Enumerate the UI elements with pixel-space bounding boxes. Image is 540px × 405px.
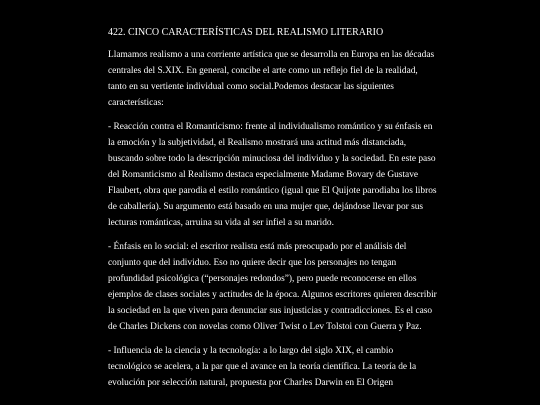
document-page — [108, 26, 438, 400]
paragraph-intro: Llamamos realismo a una corriente artística que se desarrolla en Europa en las décadas centrales del S.XIX. En general, concibe el arte como un reflejo fiel de la realidad, tanto en su vertiente individual como social.Podemos destacar las siguientes características: — [108, 50, 435, 108]
paragraph-romanticism: - Reacción contra el Romanticismo: frente al individualismo romántico y su énfasis en la emoción y la subjetividad, el Realismo mostrará una actitud más distanciada, buscando sobre todo la descripción minuciosa del individuo y la sociedad. En este paso del Romanticismo al Realismo destaca especialmente Madame Bovary de Gustave Flaubert, obra que parodia el estilo romántico (igual que El Quijote parodiaba los libros de caballería). Su argumento está basado en una mujer que, dejándose llevar por sus lecturas románticas, arruina su vida al ser infiel a su marido. — [108, 122, 437, 228]
document-title: 422. CINCO CARACTERÍSTICAS DEL REALISMO LITERARIO — [108, 27, 384, 38]
paragraph-social: - Énfasis en lo social: el escritor realista está más preocupado por el análisis del conjunto que del individuo. Eso no quiere decir que los personajes no tengan profundidad psicológica (“personajes redondos”), pero puede reconocerse en ellos ejemplos de clases sociales y actitudes de la época. Algunos escritores quieren describir la sociedad en la que viven para denunciar sus injusticias y contradicciones. Es el caso de Charles Dickens con novelas como Oliver Twist o Lev Tolstoi con Guerra y Paz. — [108, 241, 437, 332]
paragraph-science: - Influencia de la ciencia y la tecnología: a lo largo del siglo XIX, el cambio tecnológico se acelera, a la par que el avance en la teoría científica. La teoría de la evolución por selección natural, propuesta por Charles Darwin en El Origen — [108, 345, 417, 388]
